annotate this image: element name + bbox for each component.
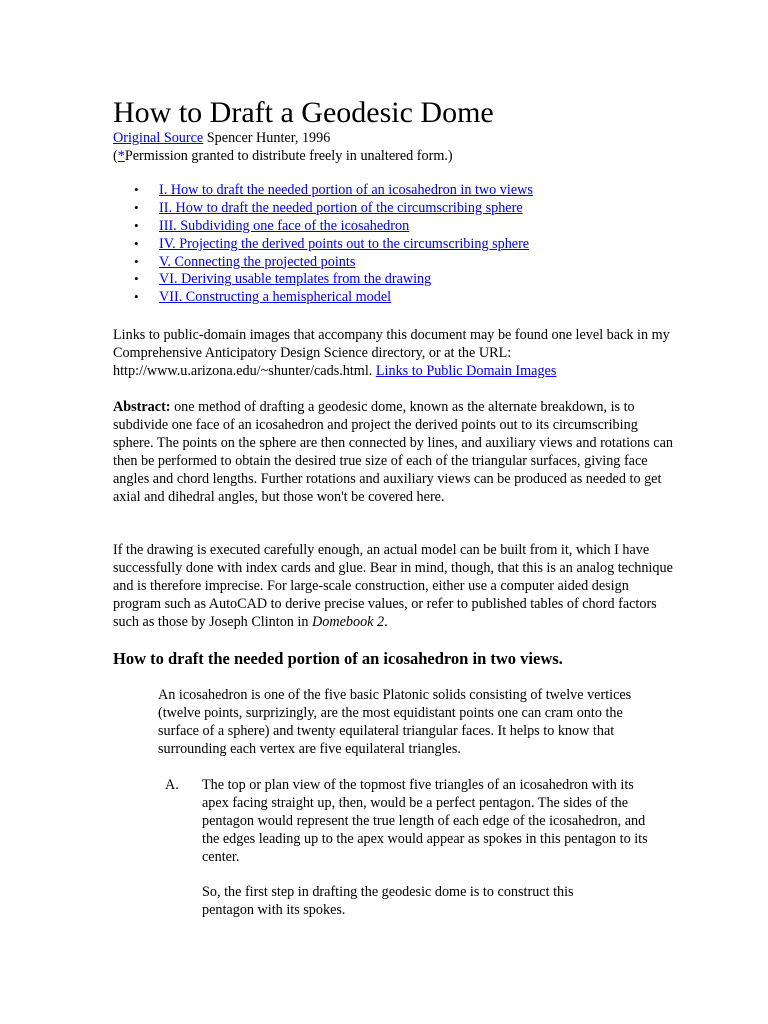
toc-item: [113, 288, 533, 306]
toc-link-2[interactable]: II. How to draft the needed portion of the circumscribing sphere: [159, 199, 523, 216]
toc-item: [113, 217, 533, 235]
toc-link-5[interactable]: V. Connecting the projected points: [159, 253, 356, 270]
toc-item: [113, 270, 533, 288]
permission-text: Permission granted to distribute freely in unaltered form.): [124, 148, 453, 164]
original-source-link[interactable]: Original Source: [113, 130, 204, 146]
abstract-label: Abstract:: [113, 399, 171, 415]
page-title: How to Draft a Geodesic Dome: [113, 96, 494, 129]
section-heading: How to draft the needed portion of an icosahedron in two views.: [113, 649, 563, 668]
toc-item: [113, 253, 533, 271]
source-author: Spencer Hunter, 1996: [203, 130, 331, 146]
book-title: Domebook 2: [312, 614, 385, 630]
links-paragraph: [113, 326, 673, 380]
drawing-paragraph-text: If the drawing is executed carefully enough, an actual model can be built from it, which I have successfully done with index cards and glue. Bear in mind, though, that this is an analog technique and is therefore imprecise. For large-scale construction, either use a computer aided design program such as AutoCAD to derive precise values, or refer to published tables of chord factors such as those by Joseph Clinton in: [113, 542, 673, 630]
toc-item: [113, 235, 533, 253]
permission-open-paren: (: [113, 148, 118, 164]
toc-item: [113, 181, 533, 199]
toc-link-7[interactable]: VII. Constructing a hemispherical model: [159, 289, 392, 306]
step-marker: A.: [165, 777, 179, 793]
drawing-paragraph: [113, 541, 673, 631]
drawing-paragraph-end: .: [384, 614, 388, 630]
toc-link-1[interactable]: I. How to draft the needed portion of an icosahedron in two views: [159, 182, 533, 198]
toc-item: [113, 199, 533, 217]
toc-link-3[interactable]: III. Subdividing one face of the icosahedron: [159, 217, 410, 234]
abstract-paragraph: [113, 398, 673, 506]
intro-paragraph: An icosahedron is one of the five basic Platonic solids consisting of twelve vertices (twelve points, surprizingly, are the most equidistant points one can cram onto the surface of a sphere) and twenty equilateral triangular faces. It helps to know that surrounding each vertex are five equilateral triangles.: [158, 687, 632, 757]
abstract-text: one method of drafting a geodesic dome, known as the alternate breakdown, is to subdivide one face of an icosahedron and project the derived points out to its circumscribing sphere. The points on the sphere are then connected by lines, and auxiliary views and rotations can then be performed to obtain the desired true size of each of the triangular surfaces, giving face angles and chord lengths. Further rotations and auxiliary views can be produced as needed to get axial and dihedral angles, but those won't be covered here.: [113, 399, 673, 505]
permission-line: [113, 147, 453, 165]
toc-link-4[interactable]: IV. Projecting the derived points out to the circumscribing sphere: [159, 235, 530, 252]
step-a-followup: So, the first step in drafting the geodesic dome is to construct this pentagon with its spokes.: [202, 884, 574, 918]
links-paragraph-text: Links to public-domain images that accompany this document may be found one level back in my Comprehensive Anticipatory Design Science directory, or at the URL: http://www.u.arizona.edu/~shunter/cads.html.: [113, 327, 670, 379]
table-of-contents: [113, 181, 533, 306]
public-domain-images-link[interactable]: Links to Public Domain Images: [375, 363, 557, 379]
source-line: [113, 129, 330, 147]
step-a-paragraph: The top or plan view of the topmost five triangles of an icosahedron with its apex facing straight up, then, would be a perfect pentagon. The sides of the pentagon would represent the true length of each edge of the icosahedron, and the edges leading up to the apex would appear as spokes in this pentagon to its center.: [202, 777, 648, 865]
permission-asterisk-link[interactable]: *: [117, 148, 125, 164]
toc-link-6[interactable]: VI. Deriving usable templates from the drawing: [159, 271, 432, 288]
